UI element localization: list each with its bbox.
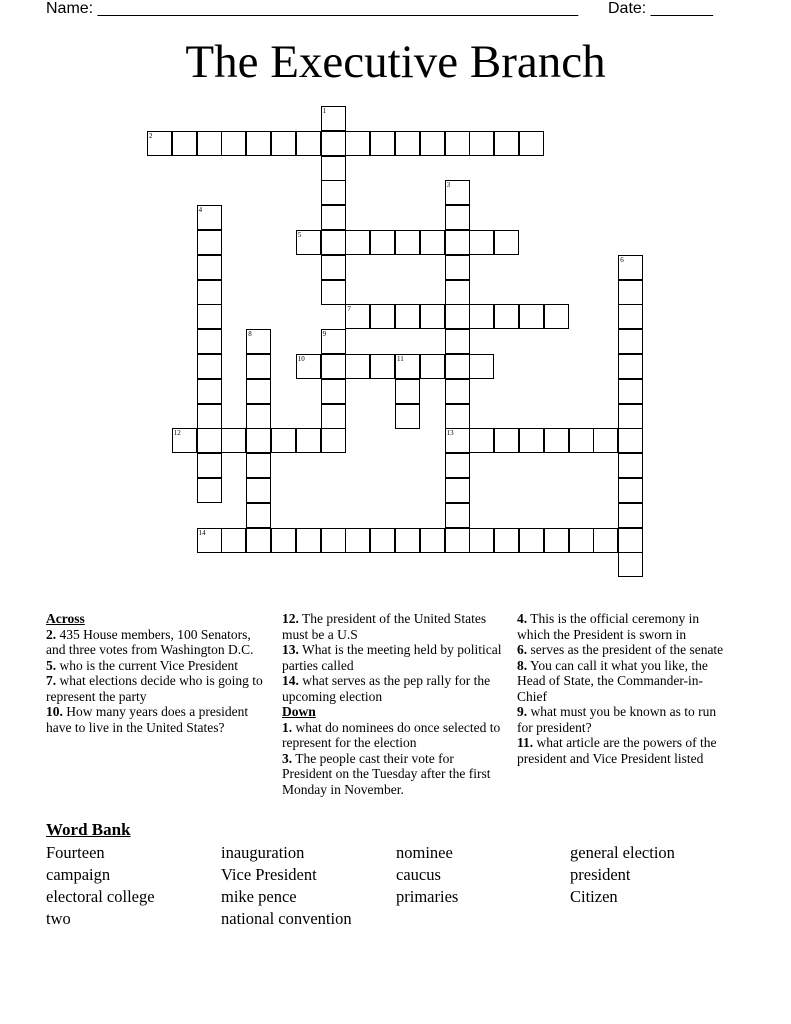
crossword-cell[interactable] (544, 304, 569, 329)
crossword-cell[interactable] (321, 379, 346, 404)
crossword-cell[interactable] (370, 304, 395, 329)
crossword-cell[interactable] (494, 428, 519, 453)
clue-number: 1 (322, 107, 327, 115)
crossword-cell[interactable] (494, 131, 519, 156)
crossword-cell[interactable] (345, 230, 370, 255)
crossword-cell[interactable] (296, 131, 321, 156)
crossword-cell[interactable] (221, 131, 246, 156)
crossword-cell[interactable] (246, 453, 271, 478)
crossword-cell[interactable] (395, 379, 420, 404)
crossword-cell[interactable] (618, 304, 643, 329)
crossword-cell[interactable] (469, 354, 494, 379)
crossword-cell[interactable] (321, 280, 346, 305)
crossword-cell[interactable] (618, 503, 643, 528)
crossword-cell[interactable] (420, 230, 445, 255)
crossword-cell[interactable] (197, 453, 222, 478)
crossword-cell[interactable] (246, 379, 271, 404)
crossword-cell[interactable] (296, 428, 321, 453)
word-bank-item: mike pence (221, 887, 297, 906)
clue-down-4: 4. This is the official ceremony in which the President is sworn in (517, 611, 700, 642)
crossword-cell[interactable] (197, 379, 222, 404)
crossword-cell[interactable] (246, 528, 271, 553)
crossword-cell[interactable] (271, 428, 296, 453)
crossword-cell[interactable] (246, 404, 271, 429)
word-bank-item: national convention (221, 909, 352, 928)
crossword-cell[interactable] (544, 428, 569, 453)
across-heading: Across (46, 611, 85, 626)
crossword-cell[interactable] (618, 404, 643, 429)
word-bank-item: president (570, 865, 631, 884)
word-bank-item: two (46, 909, 71, 928)
word-bank-heading: Word Bank (46, 820, 131, 839)
crossword-cell[interactable] (345, 354, 370, 379)
clue-across-2: 2. 435 House members, 100 Senators, and three votes from Washington D.C. (46, 626, 254, 657)
crossword-cell[interactable] (569, 428, 594, 453)
crossword-cell[interactable] (345, 131, 370, 156)
crossword-cell[interactable] (246, 428, 271, 453)
crossword-cell[interactable] (494, 230, 519, 255)
crossword-cell[interactable] (370, 230, 395, 255)
clue-number: 5 (297, 231, 302, 239)
clue-across-14: 14. what serves as the pep rally for the upcoming election (282, 673, 491, 704)
crossword-cell[interactable] (197, 304, 222, 329)
crossword-cell[interactable] (221, 528, 246, 553)
word-bank-item: campaign (46, 865, 111, 884)
crossword-cell[interactable] (544, 528, 569, 553)
crossword-cell[interactable] (420, 354, 445, 379)
clue-number: 4 (198, 206, 203, 215)
word-bank-item: primaries (396, 887, 459, 906)
crossword-cell[interactable] (197, 404, 222, 429)
crossword-cell[interactable] (445, 329, 470, 354)
clue-number: 13 (446, 429, 454, 438)
crossword-cell[interactable] (321, 205, 346, 230)
crossword-cell[interactable] (197, 329, 222, 354)
clue-down-9: 9. what must you be known as to run for president? (517, 704, 717, 735)
crossword-cell[interactable] (321, 404, 346, 429)
crossword-cell[interactable] (246, 131, 271, 156)
word-bank-item: electoral college (46, 887, 155, 906)
crossword-cell[interactable] (197, 131, 222, 156)
clues-column-2 (282, 611, 507, 797)
crossword-cell[interactable] (618, 354, 643, 379)
crossword-cell[interactable] (469, 230, 494, 255)
crossword-cell[interactable] (445, 404, 470, 429)
crossword-cell[interactable] (569, 528, 594, 553)
crossword-cell[interactable] (321, 428, 346, 453)
crossword-cell[interactable] (469, 528, 494, 553)
crossword-cell[interactable] (395, 304, 420, 329)
word-bank-item: Vice President (221, 865, 317, 884)
crossword-cell[interactable] (445, 478, 470, 503)
word-bank-item: Fourteen (46, 843, 105, 862)
crossword-cell[interactable] (618, 552, 643, 577)
clue-number: 6 (620, 255, 624, 264)
crossword-cell[interactable] (519, 428, 544, 453)
crossword-cell[interactable] (593, 528, 618, 553)
crossword-cell[interactable] (221, 428, 246, 453)
page-title: The Executive Branch (185, 36, 606, 88)
crossword-cell[interactable] (197, 255, 222, 280)
clue-number: 8 (248, 330, 252, 339)
crossword-cell[interactable] (172, 131, 197, 156)
crossword-cell[interactable] (271, 528, 296, 553)
crossword-cell[interactable] (445, 205, 470, 230)
crossword-cell[interactable] (469, 428, 494, 453)
crossword-cell[interactable] (618, 428, 643, 453)
word-bank-item: inauguration (221, 843, 305, 862)
crossword-cell[interactable] (271, 131, 296, 156)
crossword-cell[interactable] (593, 428, 618, 453)
word-bank-item: general election (570, 843, 675, 862)
crossword-cell[interactable] (197, 230, 222, 255)
clue-down-3: 3. The people cast their vote for President on the Tuesday after the first Monday in November. (282, 750, 491, 797)
clue-down-11: 11. what article are the powers of the president and Vice President listed (517, 735, 717, 766)
crossword-cell[interactable] (469, 304, 494, 329)
clue-number: 2 (149, 131, 153, 140)
crossword-cell[interactable] (445, 280, 470, 305)
crossword-cell[interactable] (321, 131, 346, 156)
crossword-cell[interactable] (420, 304, 445, 329)
clue-down-8: 8. You can call it what you like, the Head of State, the Commander-in-Chief (517, 657, 708, 704)
crossword-cell[interactable] (321, 156, 346, 181)
crossword-cell[interactable] (395, 131, 420, 156)
crossword-cell[interactable] (445, 230, 470, 255)
crossword-cell[interactable] (296, 528, 321, 553)
clue-number: 7 (347, 305, 351, 314)
crossword-cell[interactable] (321, 354, 346, 379)
clues-column-1 (46, 611, 268, 735)
clue-number: 3 (446, 181, 451, 190)
crossword-cell[interactable] (445, 255, 470, 280)
clue-number: 14 (198, 528, 206, 537)
crossword-cell[interactable] (494, 528, 519, 553)
crossword-cell[interactable] (370, 131, 395, 156)
crossword-cell[interactable] (445, 131, 470, 156)
crossword-cell[interactable] (618, 478, 643, 503)
crossword-cell[interactable] (197, 428, 222, 453)
crossword-cell[interactable] (370, 354, 395, 379)
crossword-cell[interactable] (618, 379, 643, 404)
crossword-cell[interactable] (519, 304, 544, 329)
clue-down-1: 1. what do nominees do once selected to represent for the election (282, 719, 501, 750)
down-heading: Down (282, 704, 316, 719)
crossword-cell[interactable] (618, 280, 643, 305)
word-bank-item: caucus (396, 865, 441, 884)
crossword-cell[interactable] (197, 354, 222, 379)
crossword-cell[interactable] (445, 304, 470, 329)
crossword-cell[interactable] (494, 304, 519, 329)
crossword-cell[interactable] (445, 503, 470, 528)
crossword-cell[interactable] (395, 528, 420, 553)
crossword-cell[interactable] (246, 354, 271, 379)
clues-column-3 (517, 611, 732, 766)
crossword-cell[interactable] (246, 503, 271, 528)
name-field[interactable]: Name: ______________________________________________________ (46, 0, 579, 17)
crossword-cell[interactable] (395, 404, 420, 429)
crossword-cell[interactable] (618, 329, 643, 354)
word-bank-item: nominee (396, 843, 453, 862)
crossword-cell[interactable] (519, 528, 544, 553)
crossword-cell[interactable] (197, 280, 222, 305)
clue-across-10: 10. How many years does a president have to live in the United States? (46, 704, 249, 735)
clue-down-6: 6. serves as the president of the senate (517, 642, 724, 657)
crossword-cell[interactable] (445, 354, 470, 379)
crossword-cell[interactable] (618, 453, 643, 478)
crossword-cell[interactable] (445, 453, 470, 478)
crossword-cell[interactable] (420, 528, 445, 553)
crossword-cell[interactable] (370, 528, 395, 553)
date-field[interactable]: Date: _______ (608, 0, 713, 17)
crossword-cell[interactable] (321, 255, 346, 280)
crossword-cell[interactable] (445, 528, 470, 553)
crossword-cell[interactable] (519, 131, 544, 156)
crossword-cell[interactable] (469, 131, 494, 156)
word-bank-item: Citizen (570, 887, 618, 906)
clue-number: 10 (297, 355, 305, 363)
clue-number: 12 (173, 429, 181, 438)
crossword-cell[interactable] (321, 528, 346, 553)
clue-across-12: 12. The president of the United States must be a U.S (282, 611, 487, 642)
crossword-cell[interactable] (197, 478, 222, 503)
clue-across-5: 5. who is the current Vice President (46, 657, 239, 673)
crossword-cell[interactable] (321, 180, 346, 205)
crossword-cell[interactable] (445, 379, 470, 404)
crossword-cell[interactable] (395, 230, 420, 255)
crossword-cell[interactable] (246, 478, 271, 503)
clue-number: 9 (322, 330, 327, 339)
clue-across-13: 13. What is the meeting held by political parties called (282, 642, 502, 673)
clue-number: 11 (397, 355, 404, 363)
crossword-cell[interactable] (618, 528, 643, 553)
clue-across-7: 7. what elections decide who is going to represent the party (46, 673, 263, 704)
crossword-cell[interactable] (345, 528, 370, 553)
crossword-cell[interactable] (420, 131, 445, 156)
crossword-cell[interactable] (321, 230, 346, 255)
